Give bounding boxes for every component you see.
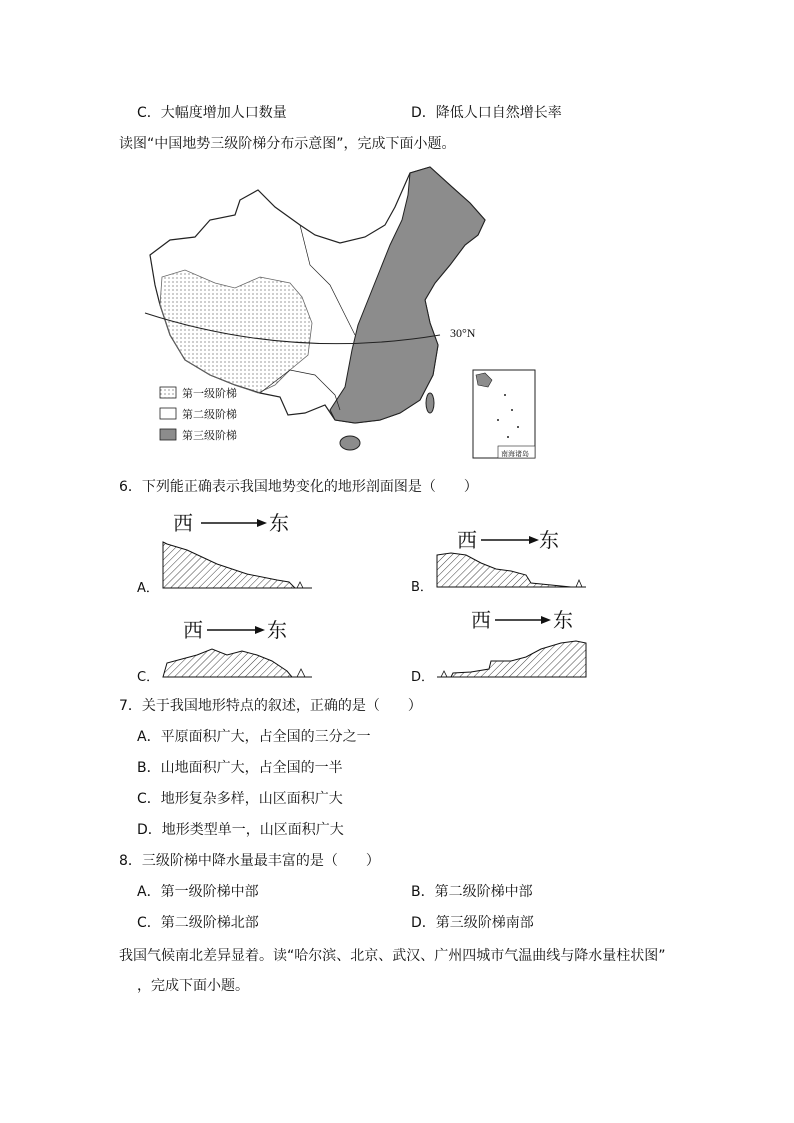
intro-climate-line1: 我国气候南北差异显着。读“哈尔滨、北京、武汉、广州四城市气温曲线与降水量柱状图” [119,948,666,964]
q8-option-b[interactable]: B．第二级阶梯中部 [411,884,533,900]
q8-option-d[interactable]: D．第三级阶梯南部 [411,915,534,931]
legend-third: 第三级阶梯 [182,429,237,442]
inset-label: 南海诸岛 [501,450,529,458]
prev-option-c: C．大幅度增加人口数量 [137,105,287,121]
q8-option-c[interactable]: C．第二级阶梯北部 [137,915,259,931]
q6-d-east: 东 [553,608,573,632]
q6-c-east: 东 [267,618,287,642]
q6-option-b[interactable] [411,525,591,595]
china-terrain-map [140,165,540,465]
q7-option-d[interactable]: D．地形类型单一，山区面积广大 [137,822,344,838]
q7-stem: 7．关于我国地形特点的叙述，正确的是（ ） [119,698,422,714]
q6-b-west: 西 [457,528,477,552]
intro-map-text: 读图“中国地势三级阶梯分布示意图”，完成下面小题。 [119,136,456,152]
q6-option-a[interactable] [137,508,317,598]
hainan-island [340,436,360,450]
taiwan-island [426,393,434,413]
q7-option-b[interactable]: B．山地面积广大，占全国的一半 [137,760,343,776]
q6-c-letter: C． [137,670,160,685]
q8-option-a[interactable]: A．第一级阶梯中部 [137,884,259,900]
q6-b-east: 东 [539,528,559,552]
map-legend [160,386,237,442]
q6-d-letter: D． [411,670,435,685]
q6-option-c[interactable] [137,615,317,685]
q6-a-west: 西 [173,511,193,535]
prev-option-d: D．降低人口自然增长率 [411,105,562,121]
q6-b-letter: B． [411,580,433,595]
q6-c-west: 西 [183,618,203,642]
latitude-label: 30°N [450,326,476,340]
q6-stem: 6．下列能正确表示我国地势变化的地形剖面图是（ ） [119,479,478,495]
q6-d-west: 西 [471,608,491,632]
q6-option-d[interactable] [411,605,591,685]
legend-second: 第二级阶梯 [182,408,237,421]
legend-first: 第一级阶梯 [182,387,237,400]
intro-climate-line2: ，完成下面小题。 [137,978,249,994]
q7-option-c[interactable]: C．地形复杂多样，山区面积广大 [137,791,343,807]
q6-a-letter: A． [137,581,159,596]
q7-option-a[interactable]: A．平原面积广大，占全国的三分之一 [137,729,371,745]
q6-a-east: 东 [269,511,289,535]
south-sea-inset [473,370,535,458]
q8-stem: 8．三级阶梯中降水量最丰富的是（ ） [119,853,380,869]
